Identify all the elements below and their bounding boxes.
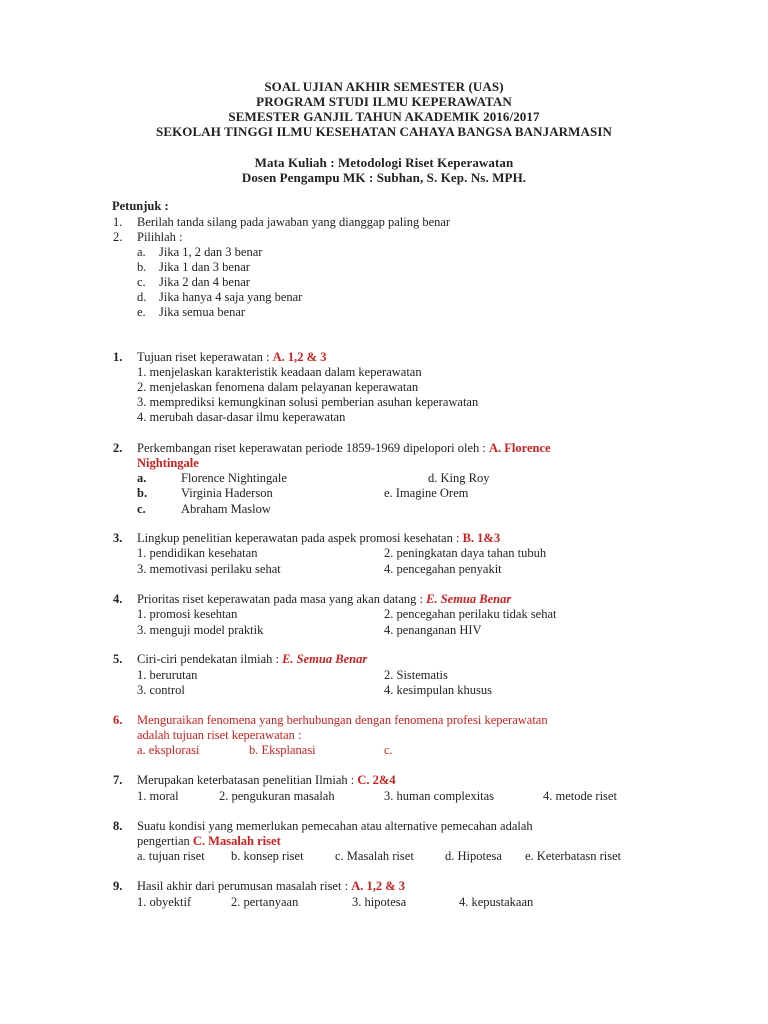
option-letter: b. xyxy=(137,260,147,274)
choice: 2. Sistematis xyxy=(384,668,448,682)
question-stem: Tujuan riset keperawatan : xyxy=(137,350,273,364)
course-name: Mata Kuliah : Metodologi Riset Keperawatan xyxy=(254,155,514,170)
choice-letter: b. xyxy=(137,486,148,500)
choice: 1. berurutan xyxy=(137,668,198,682)
question-stem: Prioritas riset keperawatan pada masa yang akan datang : xyxy=(137,592,427,606)
question-text-continued: adalah tujuan riset keperawatan : xyxy=(137,728,302,742)
instruction-num: 1. xyxy=(113,215,123,229)
question-text xyxy=(137,592,511,607)
answer-key: C. Masalah riset xyxy=(192,834,281,848)
question-number: 9. xyxy=(113,879,123,893)
choice: 4. merubah dasar-dasar ilmu keperawatan xyxy=(137,410,346,424)
question-text xyxy=(137,773,396,788)
question-number: 4. xyxy=(113,592,123,606)
question-number: 6. xyxy=(113,713,123,727)
choice: 1. moral xyxy=(137,789,179,803)
choice: d. Hipotesa xyxy=(445,849,502,863)
question-number: 1. xyxy=(113,350,123,364)
answer-key: A. 1,2 & 3 xyxy=(272,350,327,364)
choice-letter: c. xyxy=(137,502,146,516)
choice: d. King Roy xyxy=(428,471,490,485)
choice: Virginia Haderson xyxy=(181,486,273,500)
choice: 4. kepustakaan xyxy=(459,895,534,909)
choice: 3. memotivasi perilaku sehat xyxy=(137,562,281,576)
question-stem: Ciri-ciri pendekatan ilmiah : xyxy=(137,652,283,666)
question-text: Menguraikan fenomena yang berhubungan dengan fenomena profesi keperawatan xyxy=(137,713,548,727)
choice-letter: a. xyxy=(137,471,147,485)
option-text: Jika 1 dan 3 benar xyxy=(159,260,250,274)
answer-key-continued: Nightingale xyxy=(137,456,199,470)
choice: 2. pencegahan perilaku tidak sehat xyxy=(384,607,557,621)
choice: e. Keterbatasn riset xyxy=(525,849,622,863)
choice: 1. menjelaskan karakteristik keadaan dalam keperawatan xyxy=(137,365,422,379)
choice: 4. kesimpulan khusus xyxy=(384,683,492,697)
choice: 4. penanganan HIV xyxy=(384,623,482,637)
question-stem: Perkembangan riset keperawatan periode 1859-1969 dipelopori oleh : xyxy=(137,441,489,455)
doc-title: SOAL UJIAN AKHIR SEMESTER (UAS) xyxy=(264,79,504,94)
choice: 2. peningkatan daya tahan tubuh xyxy=(384,546,547,560)
question-text: Suatu kondisi yang memerlukan pemecahan atau alternative pemecahan adalah xyxy=(137,819,533,833)
choice: 4. pencegahan penyakit xyxy=(384,562,502,576)
instructions-title: Petunjuk : xyxy=(112,199,169,213)
institution-name: SEKOLAH TINGGI ILMU KESEHATAN CAHAYA BANGSA BANJARMASIN xyxy=(155,124,613,139)
option-letter: e. xyxy=(137,305,146,319)
answer-key: C. 2&4 xyxy=(357,773,396,787)
choice: 2. menjelaskan fenomena dalam pelayanan keperawatan xyxy=(137,380,419,394)
option-text: Jika 2 dan 4 benar xyxy=(159,275,250,289)
choice: 1. obyektif xyxy=(137,895,192,909)
semester-line: SEMESTER GANJIL TAHUN AKADEMIK 2016/2017 xyxy=(228,109,540,124)
question-text-continued xyxy=(137,834,281,849)
answer-key: E. Semua Benar xyxy=(426,592,512,606)
question-text xyxy=(137,879,405,894)
instruction-item: Berilah tanda silang pada jawaban yang dianggap paling benar xyxy=(137,215,451,229)
choice: c. xyxy=(384,743,393,757)
choice: e. Imagine Orem xyxy=(384,486,469,500)
question-number: 8. xyxy=(113,819,123,833)
question-number: 5. xyxy=(113,652,123,666)
choice: b. konsep riset xyxy=(231,849,304,863)
choice: Abraham Maslow xyxy=(181,502,271,516)
choice: 2. pertanyaan xyxy=(231,895,299,909)
question-stem: Hasil akhir dari perumusan masalah riset : xyxy=(137,879,352,893)
choice: 1. promosi kesehtan xyxy=(137,607,238,621)
choice: a. tujuan riset xyxy=(137,849,205,863)
answer-key: A. 1,2 & 3 xyxy=(351,879,406,893)
question-number: 2. xyxy=(113,441,123,455)
question-stem: Lingkup penelitian keperawatan pada aspek promosi kesehatan : xyxy=(137,531,463,545)
option-text: Jika 1, 2 dan 3 benar xyxy=(159,245,263,259)
question-number: 3. xyxy=(113,531,123,545)
option-text: Jika hanya 4 saja yang benar xyxy=(159,290,303,304)
answer-key: A. Florence xyxy=(488,441,551,455)
instruction-num: 2. xyxy=(113,230,123,244)
choice: 1. pendidikan kesehatan xyxy=(137,546,258,560)
program-name: PROGRAM STUDI ILMU KEPERAWATAN xyxy=(256,94,512,109)
choice: 3. memprediksi kemungkinan solusi pemberian asuhan keperawatan xyxy=(137,395,479,409)
choice: 3. menguji model praktik xyxy=(137,623,264,637)
choice: a. eksplorasi xyxy=(137,743,200,757)
option-letter: a. xyxy=(137,245,146,259)
choice: b. Eksplanasi xyxy=(249,743,316,757)
question-stem: Merupakan keterbatasan penelitian Ilmiah : xyxy=(137,773,358,787)
instruction-item: Pilihlah : xyxy=(137,230,183,244)
choice: Florence Nightingale xyxy=(181,471,287,485)
choice: c. Masalah riset xyxy=(335,849,414,863)
choice: 3. human complexitas xyxy=(384,789,495,803)
answer-key: B. 1&3 xyxy=(462,531,501,545)
answer-key: E. Semua Benar xyxy=(282,652,368,666)
choice: 3. control xyxy=(137,683,185,697)
lecturer-name: Dosen Pengampu MK : Subhan, S. Kep. Ns. MPH. xyxy=(241,170,527,185)
choice: 2. pengukuran masalah xyxy=(219,789,335,803)
option-text: Jika semua benar xyxy=(159,305,246,319)
choice: 4. metode riset xyxy=(543,789,617,803)
question-text xyxy=(137,652,367,667)
option-letter: c. xyxy=(137,275,146,289)
question-number: 7. xyxy=(113,773,123,787)
option-letter: d. xyxy=(137,290,147,304)
question-text xyxy=(137,531,500,546)
question-text xyxy=(137,441,551,456)
choice: 3. hipotesa xyxy=(352,895,407,909)
question-text xyxy=(137,350,326,365)
question-stem: pengertian xyxy=(137,834,193,848)
